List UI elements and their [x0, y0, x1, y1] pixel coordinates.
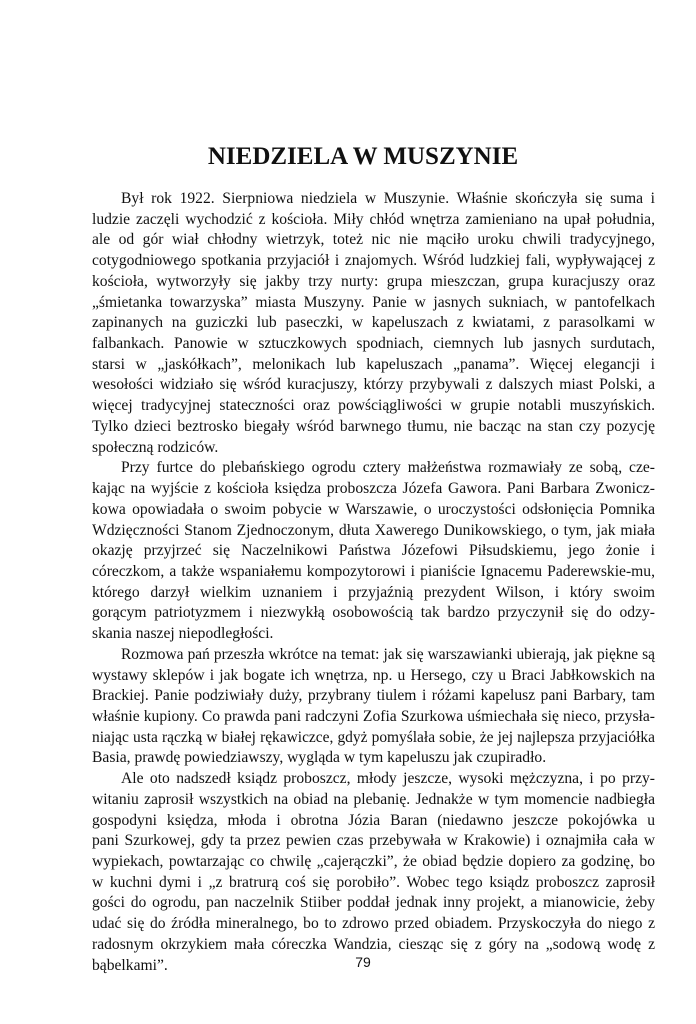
text-line: falbankach. Panowie w sztuczkowych spodniach, ciemnych lub jasnych surdutach,	[92, 335, 655, 353]
text-line: niając usta rączką w białej rękawiczce, gdyż pomyślała sobie, że jej najlepsza przyjaciółka	[92, 728, 655, 746]
text-line: udać się do źródła mineralnego, bo to zdrowo przed obiadem. Przyskoczyła do niego z	[92, 915, 655, 933]
page-number: 79	[355, 954, 371, 970]
text-line: Basia, prawdę powiedziawszy, wygląda w tym kapeluszu jak czupiradło.	[92, 749, 547, 767]
text-line: wesołości widziało się wśród kuracjuszy, którzy przybywali z dalszych miast Polski, a	[92, 376, 655, 394]
text-line: cotygodniowego spotkania przyjaciół i znajomych. Wśród ludzkiej fali, wypływającej z	[92, 252, 655, 270]
chapter-title: NIEDZIELA W MUSZYNIE	[207, 143, 519, 170]
paragraph	[92, 458, 655, 644]
text-line: Przy furtce do plebańskiego ogrodu cztery małżeństwa rozmawiały ze sobą, cze-	[121, 459, 655, 477]
text-line: właśnie kupiony. Co prawda pani radczyni Zofia Szurkowa uśmiechała się nieco, przysła-	[92, 707, 655, 725]
text-line: „śmietanka towarzyska” miasta Muszyny. Panie w jasnych sukniach, w pantofelkach	[92, 293, 655, 311]
text-line: starsi w „jaskółkach”, melonikach lub kapeluszach „panama”. Więcej elegancji i	[92, 355, 655, 373]
text-line: wystawy sklepów i jak bogate ich wnętrza, np. u Hersego, czy u Braci Jabłkowskich na	[92, 666, 655, 684]
text-line: kając na wyjście z kościoła księdza proboszcza Józefa Gawora. Pani Barbara Zwonicz-	[92, 480, 655, 498]
body-text	[92, 189, 655, 976]
text-line: gości do ogrodu, pan naczelnik Stiiber poddał jednak inny projekt, a mianowicie, żeby	[92, 894, 655, 912]
text-line: zapinanych na guziczki lub paseczki, w kapeluszach z kwiatami, z parasolkami w	[92, 314, 655, 332]
text-line: radosnym okrzykiem mała córeczka Wandzia, ciesząc się z góry na „sodową wodę z	[92, 935, 655, 953]
text-line: którego darzył wielkim uznaniem i przyjaźnią prezydent Wilson, i który swoim	[92, 583, 655, 601]
text-line: Tylko dzieci beztrosko biegały wśród barwnego tłumu, nie bacząc na stan czy pozycję	[92, 417, 655, 435]
text-line: gospodyni księdza, młoda i obrotna Józia Baran (niedawno jeszcze pokojówka u	[92, 811, 655, 829]
text-line: więcej tradycyjnej stateczności oraz powściągliwości w grupie notabli muszyńskich.	[92, 397, 655, 415]
text-line: ale od gór wiał chłodny wietrzyk, toteż nic nie mąciło uroku chwili tradycyjnego,	[92, 231, 655, 249]
text-line: Brackiej. Panie podziwiały duży, przybrany tiulem i różami kapelusz pani Barbary, tam	[92, 687, 655, 705]
paragraph	[92, 645, 655, 769]
text-line: ludzie zaczęli wychodzić z kościoła. Miły chłód wnętrza zamieniano na upał południa,	[92, 210, 655, 228]
text-line: Wdzięczności Stanom Zjednoczonym, dłuta Xawerego Dunikowskiego, o tym, jak miała	[92, 521, 655, 539]
text-line: w kuchni dymi i „z bratrurą coś się porobiło”. Wobec tego ksiądz proboszcz zaprosił	[92, 873, 655, 891]
text-line: wypiekach, powtarzając co chwilę „cajerączki”, że obiad będzie dopiero za godzinę, bo	[92, 853, 655, 870]
text-line: okazję przyjrzeć się Naczelnikowi Państwa Józefowi Piłsudskiemu, jego żonie i	[92, 542, 655, 560]
text-line: Rozmowa pań przeszła wkrótce na temat: jak się warszawianki ubierają, jak piękne są	[121, 645, 655, 663]
text-line: Był rok 1922. Sierpniowa niedziela w Muszynie. Właśnie skończyła się suma i	[121, 190, 655, 207]
text-line: bąbelkami”.	[92, 956, 168, 974]
text-line: córeczkom, a także wspaniałemu kompozytorowi i pianiście Ignacemu Paderewskie-mu,	[92, 562, 655, 580]
paragraph	[92, 189, 655, 458]
text-line: społeczną rodziców.	[92, 438, 219, 456]
text-line: kowa opowiadała o swoim pobycie w Warszawie, o uroczystości odsłonięcia Pomnika	[92, 500, 655, 518]
text-line: skania naszej niepodległości.	[92, 625, 274, 643]
text-line: kościoła, wytworzyły się jakby trzy nurty: grupa mieszczan, grupa kuracjuszy oraz	[92, 272, 655, 290]
text-line: gorącym patriotyzmem i niezwykłą osobowością tak bardzo przyczynił się do odzy-	[92, 604, 655, 622]
text-line: Ale oto nadszedł ksiądz proboszcz, młody jeszcze, wysoki mężczyzna, i po przy-	[121, 770, 655, 788]
text-line: pani Szurkowej, gdy ta przez pewien czas przebywała w Krakowie) i oznajmiła cała w	[92, 832, 655, 850]
text-line: witaniu zaprosił wszystkich na obiad na plebanię. Jednakże w tym momencie nadbiegła	[92, 790, 655, 808]
paragraph	[92, 769, 655, 976]
